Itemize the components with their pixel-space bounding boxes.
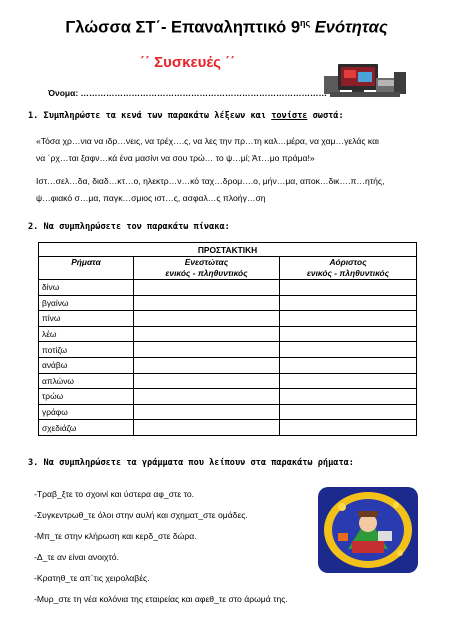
column-header-present (134, 257, 280, 280)
exercise-line: -Συγκεντρωθ_τε όλοι στην αυλή και σχηματ_στε ομάδες. (34, 510, 248, 520)
question-2-prompt: Να συμπληρώσετε τον παρακάτω πίνακα: (43, 222, 230, 232)
table-row (39, 389, 417, 405)
question-1-heading (28, 111, 344, 121)
imperative-table (38, 242, 417, 436)
aorist-answer-cell[interactable] (280, 326, 417, 342)
words-line: Ιστ…σελ…δα, διαδ…κτ…ο, ηλεκτρ…ν…κό ταχ…δρομ….ο, μήν…μα, αποκ…δικ….π…ητής, (36, 176, 385, 186)
aorist-answer-cell[interactable] (280, 357, 417, 373)
question-1-words (36, 173, 384, 207)
verb-cell: γράφω (39, 404, 134, 420)
aorist-answer-cell[interactable] (280, 404, 417, 420)
question-2-number: 2. (28, 222, 39, 232)
present-answer-cell[interactable] (134, 280, 280, 296)
question-3-prompt: Να συμπληρώσετε τα γράμματα που λείπουν στα παρακάτω ρήματα: (43, 458, 354, 468)
question-1-number: 1. (28, 111, 39, 121)
column-header-present-line2: ενικός - πληθυντικός (165, 268, 248, 278)
column-header-aorist (280, 257, 417, 280)
question-2-heading (28, 222, 230, 232)
column-header-present-line1: Ενεστώτας (184, 257, 229, 267)
question-1-underlined: τονίστε (271, 111, 308, 121)
devices-illustration (322, 62, 408, 98)
table-row (39, 295, 417, 311)
table-row (39, 280, 417, 296)
present-answer-cell[interactable] (134, 311, 280, 327)
question-3-number: 3. (28, 458, 39, 468)
words-line: ψ…φιακό σ…μα, παγκ…σμιος ιστ…ς, ασφαλ…ς πλοήγ…ση (36, 193, 266, 203)
table-row (39, 404, 417, 420)
present-answer-cell[interactable] (134, 357, 280, 373)
column-header-aorist-line1: Αόριστος (329, 257, 367, 267)
page-title (0, 18, 453, 38)
verb-cell: λέω (39, 326, 134, 342)
verb-cell: απλώνω (39, 373, 134, 389)
cartoon-illustration (318, 487, 418, 573)
table-row (39, 342, 417, 358)
column-header-verbs-text: Ρήματα (71, 257, 101, 267)
title-end: Ενότητας (314, 18, 388, 37)
exercise-line: -Τραβ_ξτε το σχοινί και ύστερα αφ_στε το. (34, 489, 195, 499)
question-3-heading (28, 458, 354, 468)
table-row (39, 373, 417, 389)
present-answer-cell[interactable] (134, 404, 280, 420)
question-1-quote (36, 133, 379, 167)
title-sup: ης (300, 18, 311, 28)
verb-cell: τρώω (39, 389, 134, 405)
column-header-verbs (39, 257, 134, 280)
present-answer-cell[interactable] (134, 295, 280, 311)
table-title: ΠΡΟΣΤΑΚΤΙΚΗ (39, 243, 417, 257)
present-answer-cell[interactable] (134, 389, 280, 405)
exercise-line: -Μπ_τε στην κλήρωση και κερδ_στε δώρα. (34, 531, 197, 541)
present-answer-cell[interactable] (134, 326, 280, 342)
aorist-answer-cell[interactable] (280, 280, 417, 296)
present-answer-cell[interactable] (134, 420, 280, 436)
title-main: Γλώσσα ΣΤ΄- Επαναληπτικό 9 (65, 18, 301, 37)
aorist-answer-cell[interactable] (280, 389, 417, 405)
table-row (39, 420, 417, 436)
exercise-line: -Δ_τε αν είναι ανοιχτό. (34, 552, 119, 562)
aorist-answer-cell[interactable] (280, 295, 417, 311)
verb-cell: ποτίζω (39, 342, 134, 358)
aorist-answer-cell[interactable] (280, 420, 417, 436)
table-row (39, 326, 417, 342)
column-header-aorist-line2: ενικός - πληθυντικός (306, 268, 390, 278)
exercise-line: -Μυρ_στε τη νέα κολόνια της εταιρείας και αφεθ_τε στο άρωμά της. (34, 594, 288, 604)
table-row (39, 357, 417, 373)
verb-cell: σχεδιάζω (39, 420, 134, 436)
table-row (39, 311, 417, 327)
aorist-answer-cell[interactable] (280, 373, 417, 389)
verb-cell: ανάβω (39, 357, 134, 373)
verb-cell: βγαίνω (39, 295, 134, 311)
exercise-line: -Κρατηθ_τε απ΄τις χειρολαβές. (34, 573, 150, 583)
quote-line: «Τόσα χρ…νια να ιδρ…νεις, να τρέχ….ς, να λες την πρ…τη καλ…μέρα, να χαμ…γελάς και (36, 136, 379, 146)
aorist-answer-cell[interactable] (280, 342, 417, 358)
aorist-answer-cell[interactable] (280, 311, 417, 327)
question-1-prompt-end: σωστά: (307, 111, 344, 121)
verb-cell: πίνω (39, 311, 134, 327)
name-field-label: Όνομα: …………………………………………………………………………… (48, 88, 328, 98)
subtitle: ΄΄ Συσκευές ΄΄ (140, 54, 236, 71)
present-answer-cell[interactable] (134, 342, 280, 358)
question-1-prompt: Συμπληρώστε τα κενά των παρακάτω λέξεων και (43, 111, 272, 121)
quote-line: να ΄ρχ…ται ξαφν…κά ένα μασίνι να σου τρώ… το ψ…μί; Άτ…μο πράμα!» (36, 153, 315, 163)
verb-cell: δίνω (39, 280, 134, 296)
present-answer-cell[interactable] (134, 373, 280, 389)
